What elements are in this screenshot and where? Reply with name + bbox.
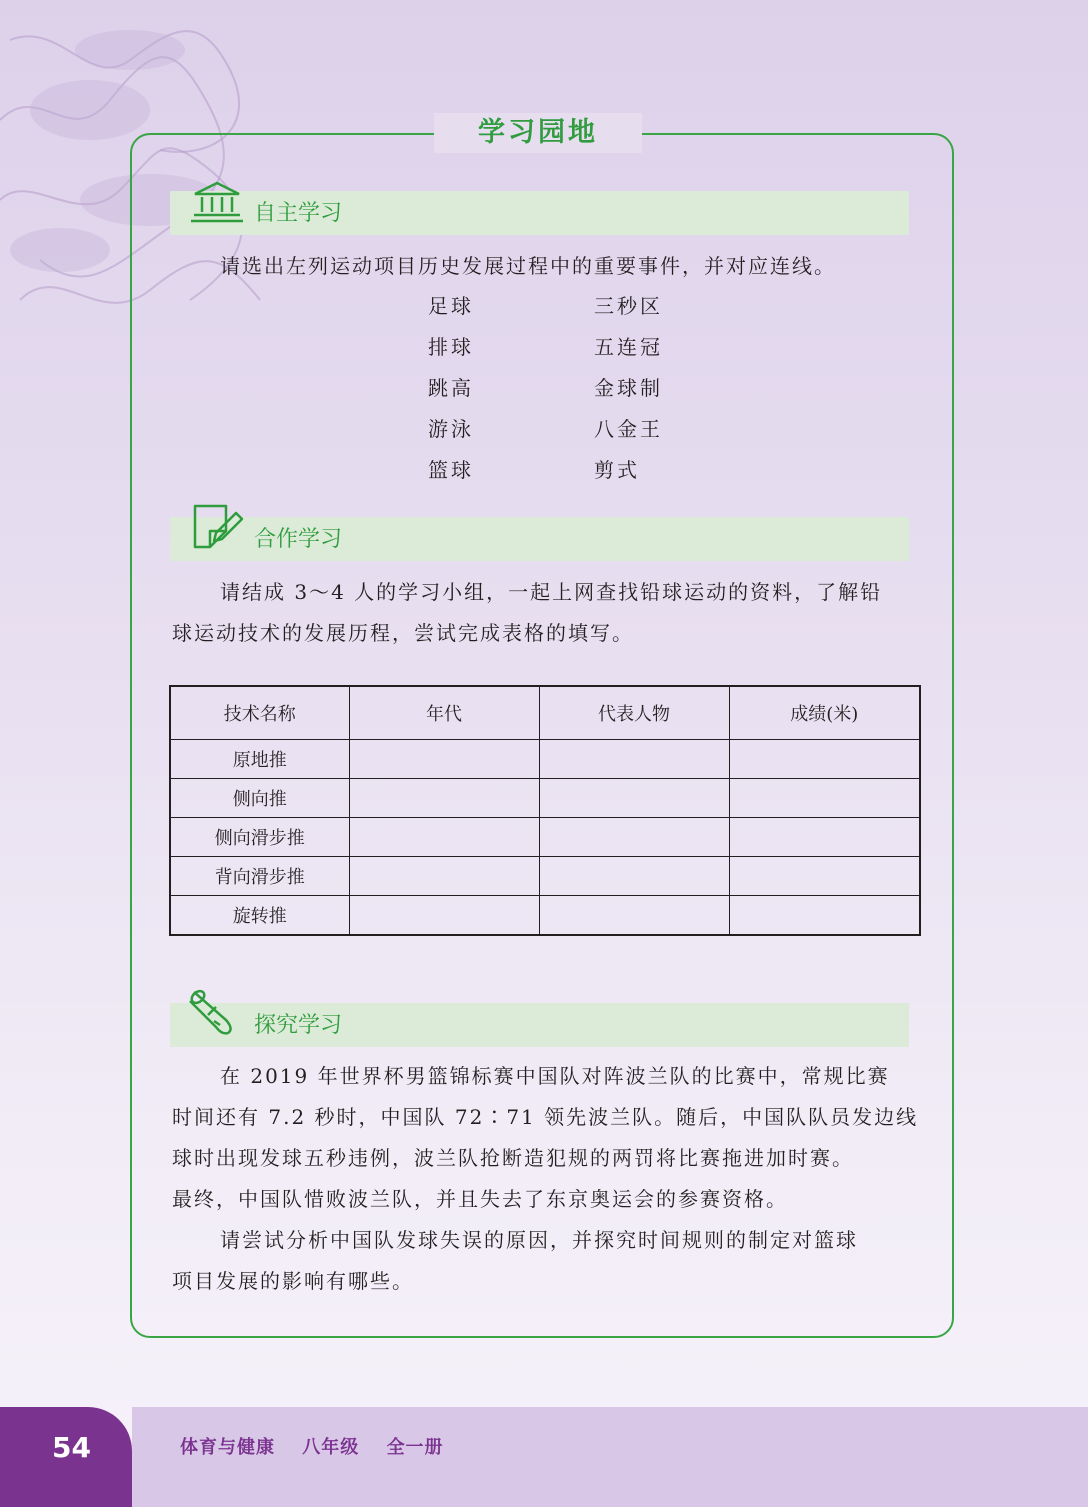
table-row (170, 740, 920, 779)
matching-right-column (594, 286, 663, 491)
year-cell[interactable] (349, 857, 539, 896)
inquiry-study-paragraph: 在 2019 年世界杯男篮锦标赛中国队对阵波兰队的比赛中，常规比赛 时间还有 7.2 秒时，中国队 72∶71 领先波兰队。随后，中国队队员发边线 球时出现发球五秒违例，波兰队抢断造犯规的两罚将比赛拖进加时赛。 最终，中国队惜败波兰队，并且失去了东京奥运会的参赛资格。 请尝试分析中国队发球失误的原因，并探究时间规则的制定对篮球 项目发展的影响有哪些。 (172, 1064, 919, 1293)
note-pencil-icon (192, 503, 244, 551)
scroll-icon (186, 985, 238, 1037)
result-cell[interactable] (729, 818, 920, 857)
event-item: 八金王 (594, 417, 663, 441)
table-header-cell: 成绩(米) (729, 686, 920, 740)
year-cell[interactable] (349, 779, 539, 818)
matching-left-column (428, 286, 474, 491)
table-row (170, 896, 920, 936)
result-cell[interactable] (729, 779, 920, 818)
athlete-cell[interactable] (539, 740, 729, 779)
technique-name-cell: 侧向推 (170, 779, 349, 818)
table-row (170, 857, 920, 896)
book-title: 体育与健康 (180, 1437, 275, 1458)
book-volume: 全一册 (386, 1437, 444, 1458)
athlete-cell[interactable] (539, 779, 729, 818)
sport-item: 篮球 (428, 458, 474, 482)
page-title: 学习园地 (434, 113, 642, 153)
technique-name-cell: 背向滑步推 (170, 857, 349, 896)
table-header-row (170, 686, 920, 740)
sport-item: 跳高 (428, 376, 474, 400)
sport-item: 排球 (428, 335, 474, 359)
event-item: 剪式 (594, 458, 640, 482)
self-study-instruction: 请选出左列运动项目历史发展过程中的重要事件，并对应连线。 (220, 254, 836, 278)
year-cell[interactable] (349, 896, 539, 936)
table-header-cell: 技术名称 (170, 686, 349, 740)
athlete-cell[interactable] (539, 818, 729, 857)
year-cell[interactable] (349, 818, 539, 857)
cooperative-study-title: 合作学习 (254, 527, 343, 552)
event-item: 三秒区 (594, 294, 663, 318)
table-row (170, 818, 920, 857)
table-header-cell: 代表人物 (539, 686, 729, 740)
book-info (180, 1433, 464, 1459)
year-cell[interactable] (349, 740, 539, 779)
cooperative-study-instruction: 请结成 3～4 人的学习小组，一起上网查找铅球运动的资料，了解铅 球运动技术的发展历程，尝试完成表格的填写。 (172, 580, 883, 645)
table-header-cell: 年代 (349, 686, 539, 740)
technique-name-cell: 侧向滑步推 (170, 818, 349, 857)
event-item: 金球制 (594, 376, 663, 400)
page-number: 54 (0, 1407, 132, 1507)
sport-item: 足球 (428, 294, 474, 318)
athlete-cell[interactable] (539, 857, 729, 896)
athlete-cell[interactable] (539, 896, 729, 936)
book-grade: 八年级 (302, 1437, 360, 1458)
result-cell[interactable] (729, 740, 920, 779)
self-study-title: 自主学习 (254, 201, 343, 226)
technique-name-cell: 旋转推 (170, 896, 349, 936)
building-icon (190, 180, 244, 224)
event-item: 五连冠 (594, 335, 663, 359)
technique-name-cell: 原地推 (170, 740, 349, 779)
inquiry-study-title: 探究学习 (254, 1013, 343, 1038)
result-cell[interactable] (729, 857, 920, 896)
shot-put-technique-table (169, 685, 921, 936)
result-cell[interactable] (729, 896, 920, 936)
table-row (170, 779, 920, 818)
sport-item: 游泳 (428, 417, 474, 441)
